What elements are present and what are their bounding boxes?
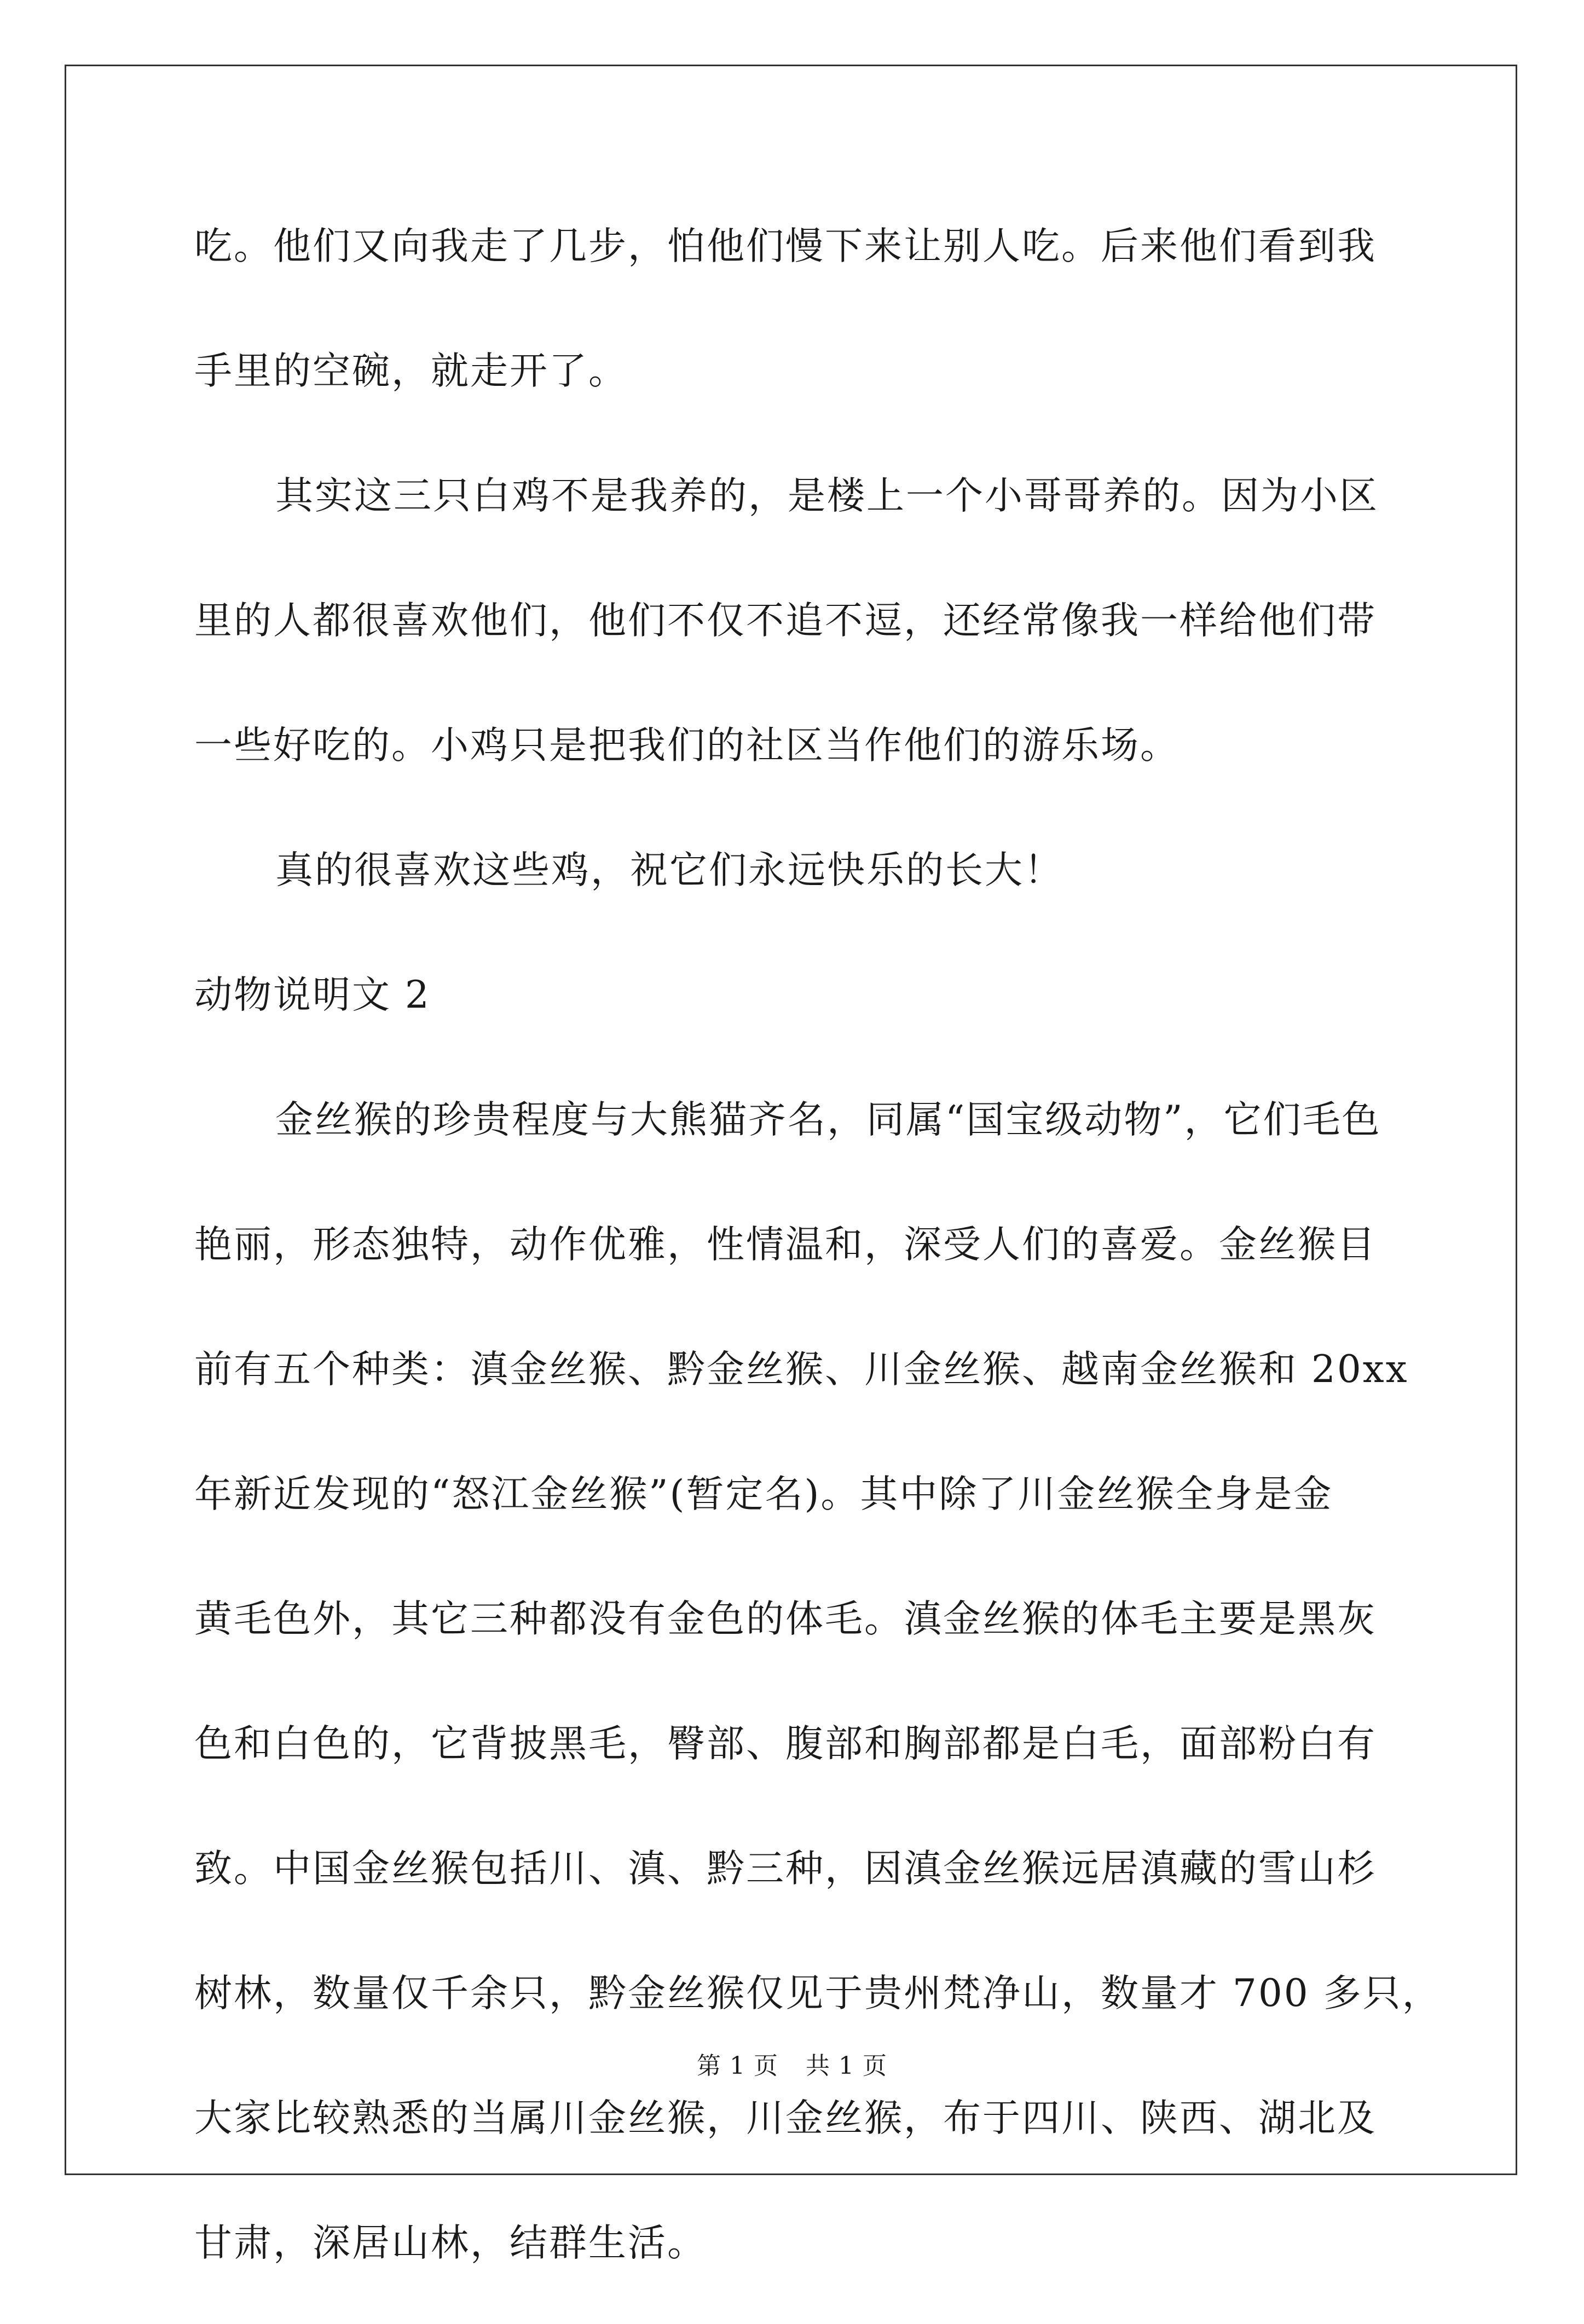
- text-line: 金丝猴的珍贵程度与大熊猫齐名，同属“国宝级动物”，它们毛色: [275, 1098, 1381, 1142]
- text-line: 黄毛色外，其它三种都没有金色的体毛。滇金丝猴的体毛主要是黑灰: [194, 1597, 1377, 1641]
- text-line: 年新近发现的“怒江金丝猴”(暂定名)。其中除了川金丝猴全身是金: [194, 1472, 1333, 1516]
- text-line: 其实这三只白鸡不是我养的，是楼上一个小哥哥养的。因为小区: [275, 474, 1379, 518]
- text-line: 吃。他们又向我走了几步，怕他们慢下来让别人吃。后来他们看到我: [194, 224, 1377, 268]
- text-line: 一些好吃的。小鸡只是把我们的社区当作他们的游乐场。: [194, 724, 1180, 767]
- text-line: 手里的空碗，就走开了。: [194, 349, 628, 393]
- text-line: 前有五个种类：滇金丝猴、黔金丝猴、川金丝猴、越南金丝猴和 20xx: [194, 1348, 1409, 1391]
- text-line: 真的很喜欢这些鸡，祝它们永远快乐的长大！: [275, 848, 1063, 892]
- text-line: 里的人都很喜欢他们，他们不仅不追不逗，还经常像我一样给他们带: [194, 599, 1377, 643]
- text-line: 树林，数量仅千余只，黔金丝猴仅见于贵州梵净山，数量才 700 多只，: [194, 1972, 1442, 2015]
- text-line: 甘肃，深居山林，结群生活。: [194, 2221, 707, 2265]
- text-line: 大家比较熟悉的当属川金丝猴，川金丝猴，布于四川、陕西、湖北及: [194, 2096, 1377, 2140]
- page-number: 第 1 页: [697, 2052, 778, 2080]
- section-heading: 动物说明文 2: [194, 973, 431, 1017]
- text-line: 艳丽，形态独特，动作优雅，性情温和，深受人们的喜爱。金丝猴目: [194, 1223, 1377, 1267]
- text-line: 色和白色的，它背披黑毛，臀部、腹部和胸部都是白毛，面部粉白有: [194, 1722, 1377, 1766]
- document-body: [194, 203, 1442, 2324]
- page-total: 共 1 页: [806, 2052, 887, 2080]
- text-line: 致。中国金丝猴包括川、滇、黔三种，因滇金丝猴远居滇藏的雪山杉: [194, 1847, 1377, 1891]
- page-footer: [0, 2046, 1584, 2081]
